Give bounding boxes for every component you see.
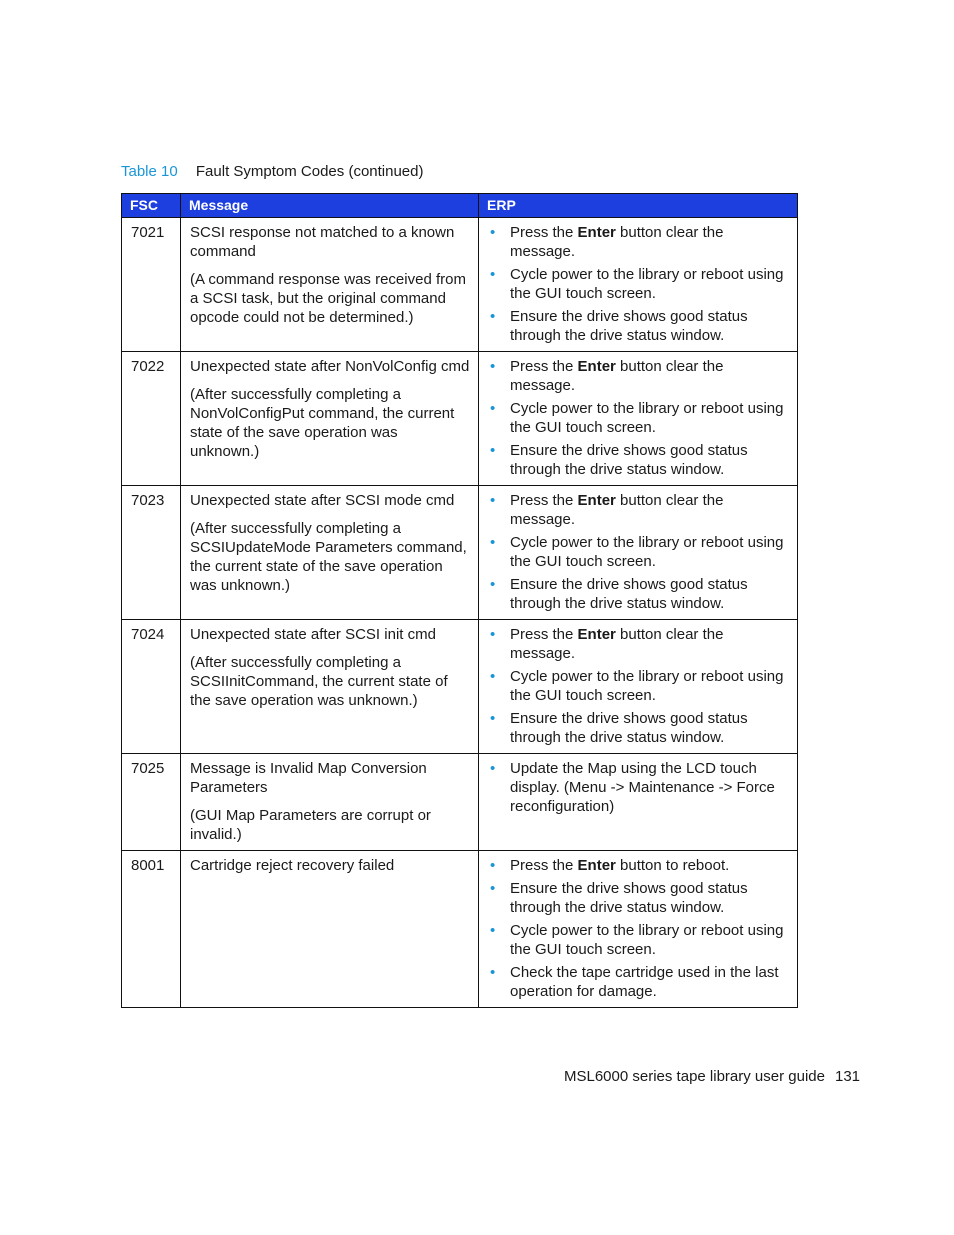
erp-text: Update the Map using the LCD touch display. (Menu -> Maintenance -> Force reconfiguration): [510, 760, 775, 815]
erp-key-name: Enter: [577, 626, 616, 643]
fsc-code: 7022: [122, 352, 181, 486]
erp-key-name: Enter: [577, 857, 616, 874]
header-message: Message: [181, 194, 479, 218]
message-detail: (GUI Map Parameters are corrupt or invalid.): [190, 807, 431, 843]
erp-cell: [479, 218, 798, 352]
erp-step: [488, 921, 789, 959]
fsc-code: 7025: [122, 754, 181, 851]
fsc-code: 7021: [122, 218, 181, 352]
page-number: 131: [834, 1068, 861, 1085]
erp-list: [488, 491, 789, 613]
fault-symptom-codes-table: [121, 193, 798, 1008]
message-summary: SCSI response not matched to a known command: [190, 224, 455, 260]
bullet-icon: •: [490, 358, 496, 375]
erp-text: Ensure the drive shows good status through the drive status window.: [510, 308, 748, 344]
erp-cell: [479, 620, 798, 754]
erp-list: [488, 357, 789, 479]
message-summary: Cartridge reject recovery failed: [190, 857, 395, 874]
erp-step: [488, 357, 789, 395]
erp-step: [488, 856, 789, 875]
bullet-icon: •: [490, 710, 496, 727]
erp-text: button clear the message.: [510, 626, 724, 662]
bullet-icon: •: [490, 266, 496, 283]
message-cell: [181, 218, 479, 352]
erp-text: Ensure the drive shows good status through the drive status window.: [510, 442, 748, 478]
message-detail: (After successfully completing a NonVolConfigPut command, the current state of the save operation was unknown.): [190, 386, 455, 460]
erp-text: Ensure the drive shows good status through the drive status window.: [510, 576, 748, 612]
bullet-icon: •: [490, 492, 496, 509]
header-row: [122, 194, 798, 218]
erp-step: [488, 491, 789, 529]
fsc-code: 7024: [122, 620, 181, 754]
erp-text: button clear the message.: [510, 492, 724, 528]
erp-cell: [479, 851, 798, 1008]
erp-text: Cycle power to the library or reboot using the GUI touch screen.: [510, 534, 784, 570]
erp-list: [488, 223, 789, 345]
table-row: [122, 620, 798, 754]
erp-text: button clear the message.: [510, 224, 724, 260]
fsc-code: 7023: [122, 486, 181, 620]
erp-step: [488, 265, 789, 303]
erp-text: Press the: [510, 358, 578, 375]
table-title: Fault Symptom Codes (continued): [195, 163, 424, 180]
erp-key-name: Enter: [577, 224, 616, 241]
message-summary: Message is Invalid Map Conversion Parameters: [190, 760, 427, 796]
erp-text: Ensure the drive shows good status through the drive status window.: [510, 710, 748, 746]
erp-list: [488, 856, 789, 1001]
erp-step: [488, 533, 789, 571]
erp-text: Press the: [510, 626, 578, 643]
header-fsc: FSC: [122, 194, 181, 218]
erp-text: Press the: [510, 492, 578, 509]
footer-doc-title: MSL6000 series tape library user guide: [564, 1068, 825, 1085]
erp-list: [488, 625, 789, 747]
erp-text: Ensure the drive shows good status through the drive status window.: [510, 880, 748, 916]
message-detail: (After successfully completing a SCSIInitCommand, the current state of the save operation was unknown.): [190, 654, 448, 709]
bullet-icon: •: [490, 964, 496, 981]
bullet-icon: •: [490, 668, 496, 685]
bullet-icon: •: [490, 880, 496, 897]
message-summary: Unexpected state after SCSI mode cmd: [190, 492, 455, 509]
bullet-icon: •: [490, 922, 496, 939]
table-row: [122, 851, 798, 1008]
bullet-icon: •: [490, 442, 496, 459]
erp-cell: [479, 754, 798, 851]
table-row: [122, 754, 798, 851]
erp-step: [488, 575, 789, 613]
erp-step: [488, 667, 789, 705]
bullet-icon: •: [490, 224, 496, 241]
bullet-icon: •: [490, 576, 496, 593]
erp-key-name: Enter: [577, 492, 616, 509]
erp-text: Cycle power to the library or reboot using the GUI touch screen.: [510, 668, 784, 704]
erp-list: [488, 759, 789, 816]
erp-text: Press the: [510, 224, 578, 241]
erp-text: Cycle power to the library or reboot using the GUI touch screen.: [510, 922, 784, 958]
bullet-icon: •: [490, 400, 496, 417]
erp-key-name: Enter: [577, 358, 616, 375]
erp-step: [488, 759, 789, 816]
message-cell: [181, 754, 479, 851]
erp-cell: [479, 486, 798, 620]
erp-text: Cycle power to the library or reboot using the GUI touch screen.: [510, 400, 784, 436]
erp-step: [488, 223, 789, 261]
table-row: [122, 352, 798, 486]
table-row: [122, 218, 798, 352]
bullet-icon: •: [490, 857, 496, 874]
erp-step: [488, 307, 789, 345]
erp-step: [488, 399, 789, 437]
erp-text: Check the tape cartridge used in the last operation for damage.: [510, 964, 779, 1000]
table-caption: [121, 162, 424, 182]
page-footer: [564, 1067, 860, 1087]
erp-cell: [479, 352, 798, 486]
erp-text: Press the: [510, 857, 578, 874]
erp-step: [488, 441, 789, 479]
message-detail: (A command response was received from a SCSI task, but the original command opcode could not be determined.): [190, 271, 466, 326]
erp-text: button to reboot.: [615, 857, 730, 874]
erp-step: [488, 625, 789, 663]
message-cell: [181, 352, 479, 486]
header-erp: ERP: [479, 194, 798, 218]
bullet-icon: •: [490, 760, 496, 777]
bullet-icon: •: [490, 308, 496, 325]
message-detail: (After successfully completing a SCSIUpdateMode Parameters command, the current state of the save operation was unknown.): [190, 520, 467, 594]
table-number: Table 10: [121, 163, 178, 180]
message-cell: [181, 486, 479, 620]
erp-text: Cycle power to the library or reboot using the GUI touch screen.: [510, 266, 784, 302]
message-cell: [181, 851, 479, 1008]
message-cell: [181, 620, 479, 754]
erp-text: button clear the message.: [510, 358, 724, 394]
erp-step: [488, 963, 789, 1001]
fsc-code: 8001: [122, 851, 181, 1008]
message-summary: Unexpected state after SCSI init cmd: [190, 626, 436, 643]
bullet-icon: •: [490, 626, 496, 643]
bullet-icon: •: [490, 534, 496, 551]
erp-step: [488, 709, 789, 747]
table-row: [122, 486, 798, 620]
erp-step: [488, 879, 789, 917]
message-summary: Unexpected state after NonVolConfig cmd: [190, 358, 470, 375]
